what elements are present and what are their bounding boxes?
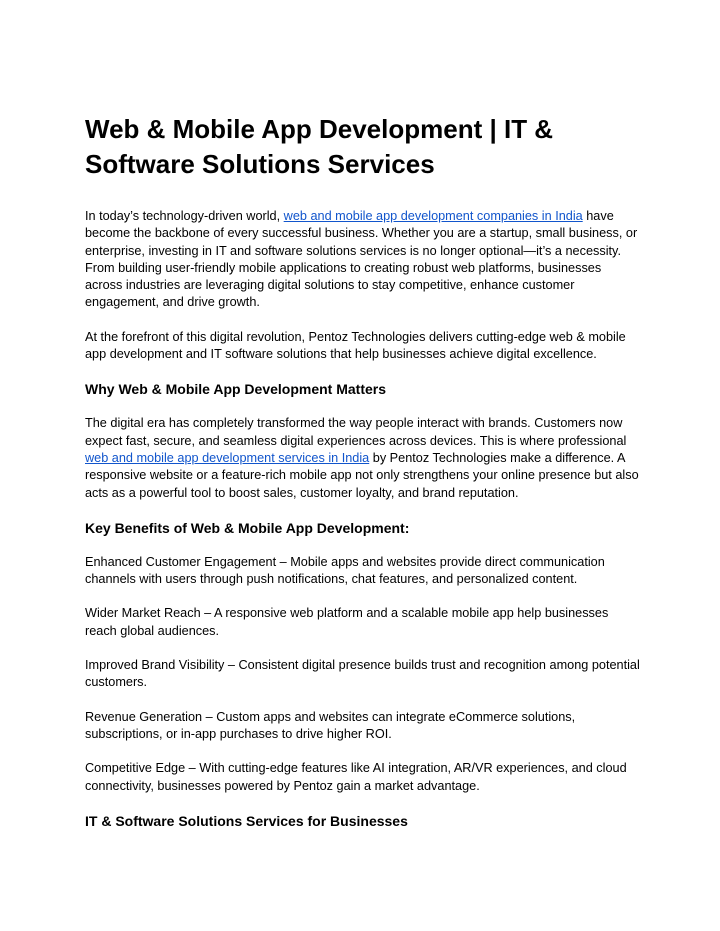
- why-text-end: by Pentoz Technologies make a difference. A responsive website or a feature-rich mobile app not only strengthens your online presence but also acts as a powerful tool to boost sales, customer loyalty, and brand reputation.: [85, 450, 639, 500]
- benefit-item-edge: Competitive Edge – With cutting-edge features like AI integration, AR/VR experiences, and cloud connectivity, businesses powered by Pentoz gain a market advantage.: [85, 761, 627, 793]
- spacer: [85, 363, 640, 380]
- why-text-start: The digital era has completely transformed the way people interact with brands. Customers now expect fast, secure, and seamless digital experiences across devices. This is where professional: [85, 416, 627, 448]
- spacer: [85, 640, 640, 657]
- spacer: [85, 588, 640, 605]
- benefits-heading: Key Benefits of Web & Mobile App Development:: [85, 519, 410, 536]
- intro-text-start: In today’s technology-driven world,: [85, 209, 284, 223]
- intro-text-end: have become the backbone of every successful business. Whether you are a startup, small business, or enterprise, investing in IT and software solutions services is no longer optional—it’s a necessity. From building user-friendly mobile applications to creating robust web platforms, businesses across industries are leveraging digital solutions to stay competitive, enhance customer engagement, and drive growth.: [85, 209, 638, 310]
- it-services-heading: IT & Software Solutions Services for Businesses: [85, 812, 408, 829]
- why-paragraph: [85, 415, 640, 501]
- spacer: [85, 743, 640, 760]
- benefit-item-visibility: Improved Brand Visibility – Consistent digital presence builds trust and recognition among potential customers.: [85, 658, 640, 690]
- why-heading: Why Web & Mobile App Development Matters: [85, 381, 387, 398]
- intro-link[interactable]: web and mobile app development companies in India: [283, 209, 583, 223]
- why-link[interactable]: web and mobile app development services in India: [85, 450, 370, 465]
- spacer: [85, 398, 640, 415]
- spacer: [85, 537, 640, 554]
- spacer: [85, 502, 640, 519]
- spacer: [85, 182, 640, 208]
- benefit-item-engagement: Enhanced Customer Engagement – Mobile apps and websites provide direct communication channels with users through push notifications, chat features, and personalized content.: [85, 554, 605, 587]
- spacer: [85, 692, 640, 709]
- spacer: [85, 312, 640, 329]
- page-title: Web & Mobile App Development | IT & Software Solutions Services: [85, 114, 554, 179]
- benefit-item-revenue: Revenue Generation – Custom apps and websites can integrate eCommerce solutions, subscriptions, or in-app purchases to drive higher ROI.: [85, 709, 576, 741]
- benefit-item-reach: Wider Market Reach – A responsive web platform and a scalable mobile app help businesses reach global audiences.: [85, 606, 609, 638]
- intro-paragraph: [85, 208, 640, 312]
- forefront-paragraph: At the forefront of this digital revolution, Pentoz Technologies delivers cutting-edge web & mobile app development and IT software solutions that help businesses achieve digital excellence.: [85, 329, 626, 362]
- spacer: [85, 795, 640, 812]
